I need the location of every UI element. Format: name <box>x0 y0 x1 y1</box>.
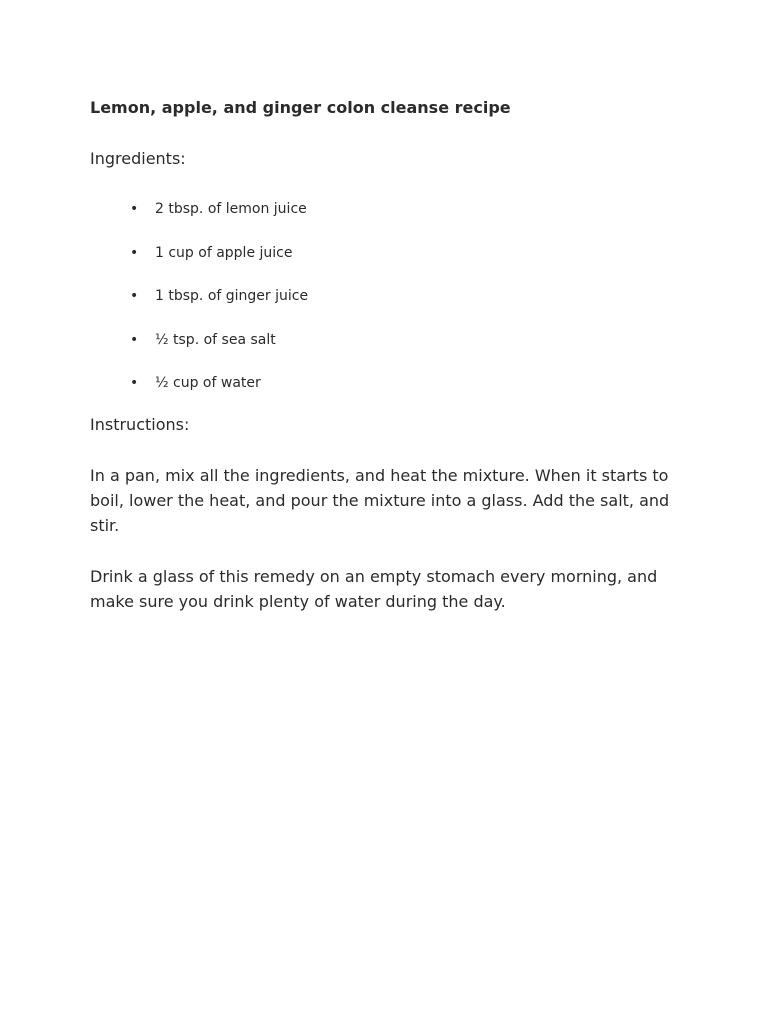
recipe-document <box>90 97 690 614</box>
ingredient-item <box>90 200 690 218</box>
bullet-icon: • <box>130 331 139 348</box>
ingredients-heading: Ingredients: <box>90 149 186 168</box>
bullet-icon: • <box>130 244 139 261</box>
bullet-icon: • <box>130 288 139 304</box>
instructions-paragraph: In a pan, mix all the ingredients, and heat the mixture. When it starts to boil, lower the heat, and pour the mixture into a glass. Add the salt, and stir. <box>90 466 670 535</box>
ingredient-text: 2 tbsp. of lemon juice <box>155 201 307 217</box>
ingredient-text: 1 cup of apple juice <box>155 244 293 261</box>
ingredient-item <box>90 374 690 392</box>
ingredient-text: 1 tbsp. of ginger juice <box>155 288 309 304</box>
ingredient-item <box>90 331 690 349</box>
bullet-icon: • <box>130 375 139 391</box>
ingredient-text: ½ cup of water <box>155 375 261 391</box>
ingredient-item <box>90 287 690 305</box>
recipe-title: Lemon, apple, and ginger colon cleanse recipe <box>90 98 511 117</box>
ingredient-item <box>90 244 690 262</box>
instructions-heading: Instructions: <box>90 415 190 434</box>
bullet-icon: • <box>130 201 139 217</box>
ingredient-text: ½ tsp. of sea salt <box>155 331 276 348</box>
usage-paragraph: Drink a glass of this remedy on an empty stomach every morning, and make sure you drink plenty of water during the day. <box>90 567 658 611</box>
ingredient-list <box>90 200 690 392</box>
